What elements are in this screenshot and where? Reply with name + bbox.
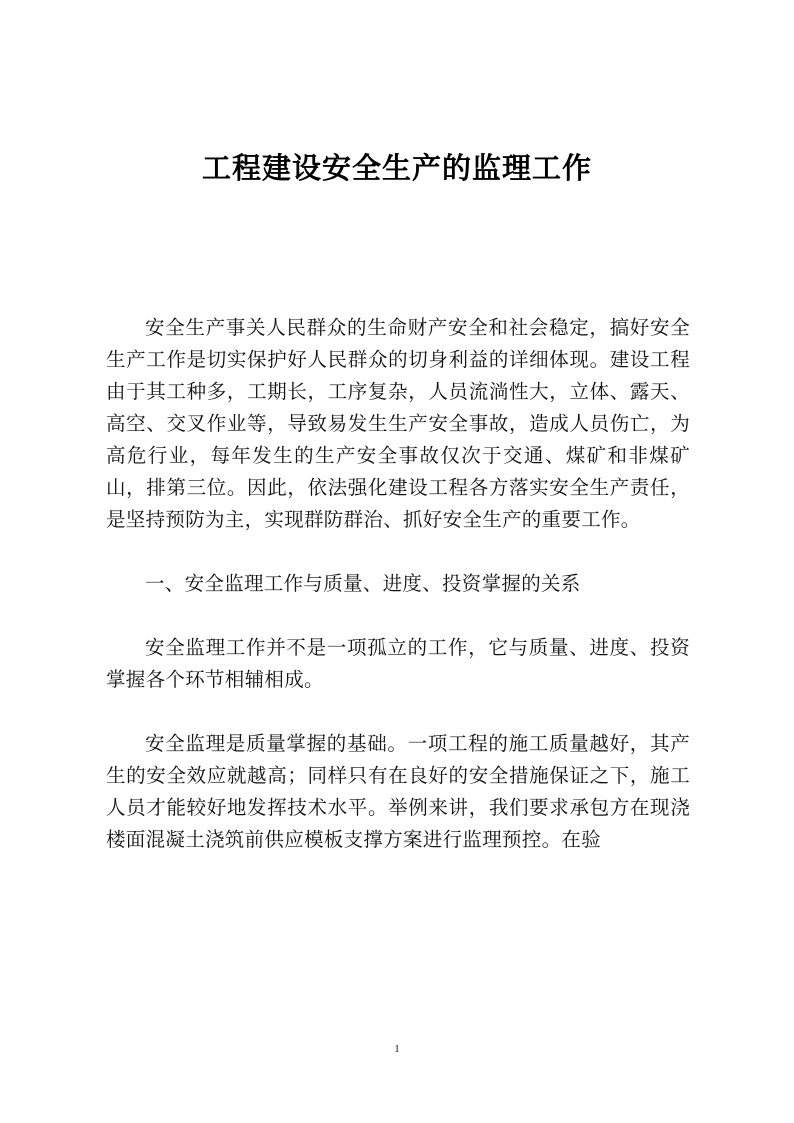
paragraph-relation: 安全监理工作并不是一项孤立的工作，它与质量、进度、投资掌握各个环节相辅相成。 [106,636,690,691]
section-heading-1: 一、安全监理工作与质量、进度、投资掌握的关系 [145,572,581,595]
paragraph-quality-basis: 安全监理是质量掌握的基础。一项工程的施工质量越好，其产生的安全效应就越高；同样只有在良好的安全措施保证之下，施工人员才能较好地发挥技术水平。举例来讲，我们要求承包方在现浇楼面混凝土浇筑前供应模板支撑方案进行监理预控。在验 [106,732,690,851]
document-body [106,312,690,888]
paragraph-intro: 安全生产事关人民群众的生命财产安全和社会稳定，搞好安全生产工作是切实保护好人民群众的切身利益的详细体现。建设工程由于其工种多，工期长，工序复杂，人员流淌性大，立体、露天、高空、交叉作业等，导致易发生生产安全事故，造成人员伤亡，为高危行业，每年发生的生产安全事故仅次于交通、煤矿和非煤矿山，排第三位。因此，依法强化建设工程各方落实安全生产责任，是坚持预防为主，实现群防群治、抓好安全生产的重要工作。 [106,316,690,531]
document-title: 工程建设安全生产的监理工作 [201,151,592,185]
page-number: 1 [394,1043,400,1055]
